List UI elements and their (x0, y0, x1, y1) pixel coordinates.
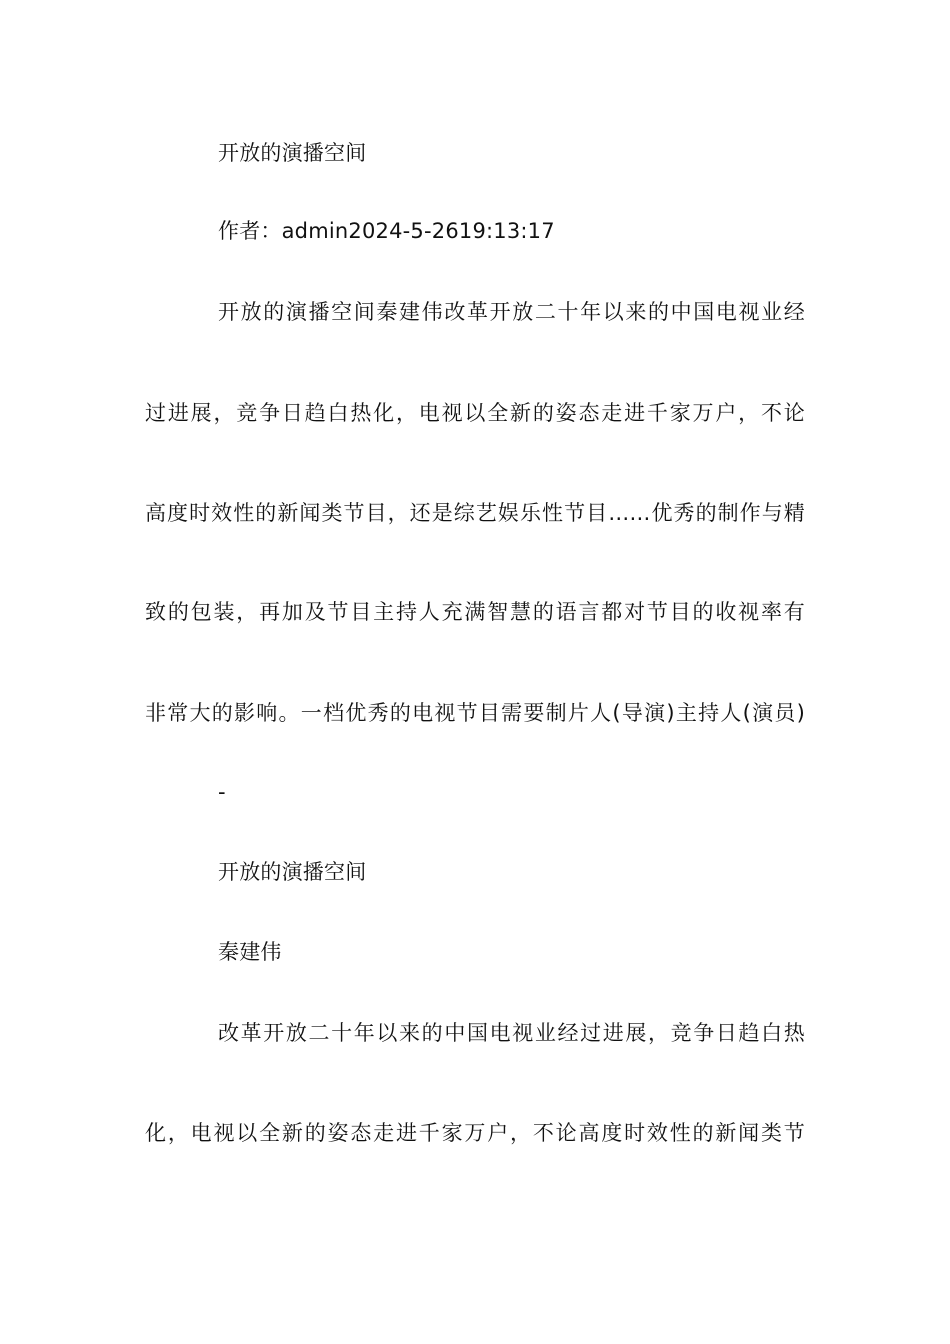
summary-line-1: 开放的演播空间秦建伟改革开放二十年以来的中国电视业经 (218, 300, 805, 324)
summary-line-3: 高度时效性的新闻类节目，还是综艺娱乐性节目……优秀的制作与精 (145, 501, 805, 525)
author-meta: 作者：admin2024-5-2619:13:17 (218, 219, 555, 243)
article-title: 开放的演播空间 (218, 860, 367, 884)
document-title: 开放的演播空间 (218, 141, 367, 165)
separator: - (218, 780, 226, 804)
summary-line-5: 非常大的影响。一档优秀的电视节目需要制片人(导演)主持人(演员) (145, 701, 805, 725)
body-line-1: 改革开放二十年以来的中国电视业经过进展，竞争日趋白热 (218, 1021, 805, 1045)
body-line-2: 化，电视以全新的姿态走进千家万户，不论高度时效性的新闻类节 (145, 1121, 805, 1145)
summary-line-4: 致的包装，再加及节目主持人充满智慧的语言都对节目的收视率有 (145, 600, 805, 624)
article-author: 秦建伟 (218, 940, 282, 964)
summary-line-2: 过进展，竞争日趋白热化，电视以全新的姿态走进千家万户，不论 (145, 401, 805, 425)
